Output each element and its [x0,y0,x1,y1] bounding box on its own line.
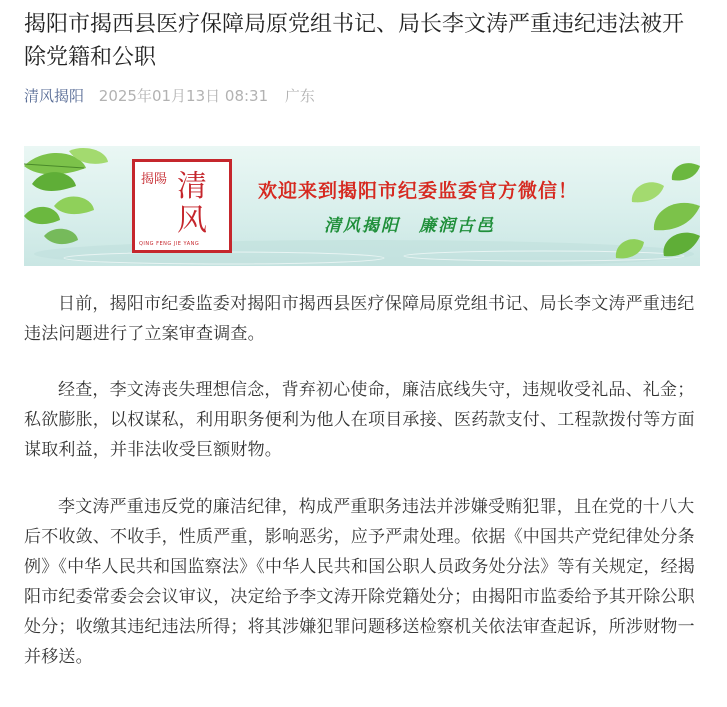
article-paragraph: 经查，李文涛丧失理想信念，背弃初心使命，廉洁底线失守，违规收受礼品、礼金；私欲膨胀，以权谋私，利用职务便利为他人在项目承接、医药款支付、工程款拨付等方面谋取利益，并非法收受巨额财物。 [24,380,695,460]
publish-region: 广东 [284,87,315,105]
logo-roman-text: QING FENG JIE YANG [139,241,200,247]
article-meta [24,85,315,107]
logo-main-text: 清风 [177,169,207,238]
article-paragraph: 日前，揭阳市纪委监委对揭阳市揭西县医疗保障局原党组书记、局长李文涛严重违纪违法问题进行了立案审查调查。 [24,294,695,344]
banner-headline: 欢迎来到揭阳市纪委监委官方微信！ [258,180,579,202]
leaf-decoration-icon [24,146,700,266]
qingfeng-jieyang-logo [132,159,232,253]
article-paragraph: 李文涛严重违反党的廉洁纪律，构成严重职务违法并涉嫌受贿犯罪，且在党的十八大后不收敛、不收手，性质严重，影响恶劣，应予严肃处理。依据《中国共产党纪律处分条例》《中华人民共和国监察法》《中华人民共和国公职人员政务处分法》等有关规定，经揭阳市纪委常委会会议审议，决定给予李文涛开除党籍处分；由揭阳市监委给予其开除公职处分；收缴其违纪违法所得；将其涉嫌犯罪问题移送检察机关依法审查起诉，所涉财物一并移送。 [24,497,695,667]
account-name-link[interactable]: 清风揭阳 [24,87,85,105]
welcome-banner [24,146,700,266]
article-title: 揭阳市揭西县医疗保障局原党组书记、局长李文涛严重违纪违法被开除党籍和公职 [24,12,685,70]
banner-slogan: 清风揭阳 廉润古邑 [324,216,495,236]
publish-date: 2025年01月13日 08:31 [98,87,269,105]
logo-small-text: 揭陽 [141,172,168,187]
